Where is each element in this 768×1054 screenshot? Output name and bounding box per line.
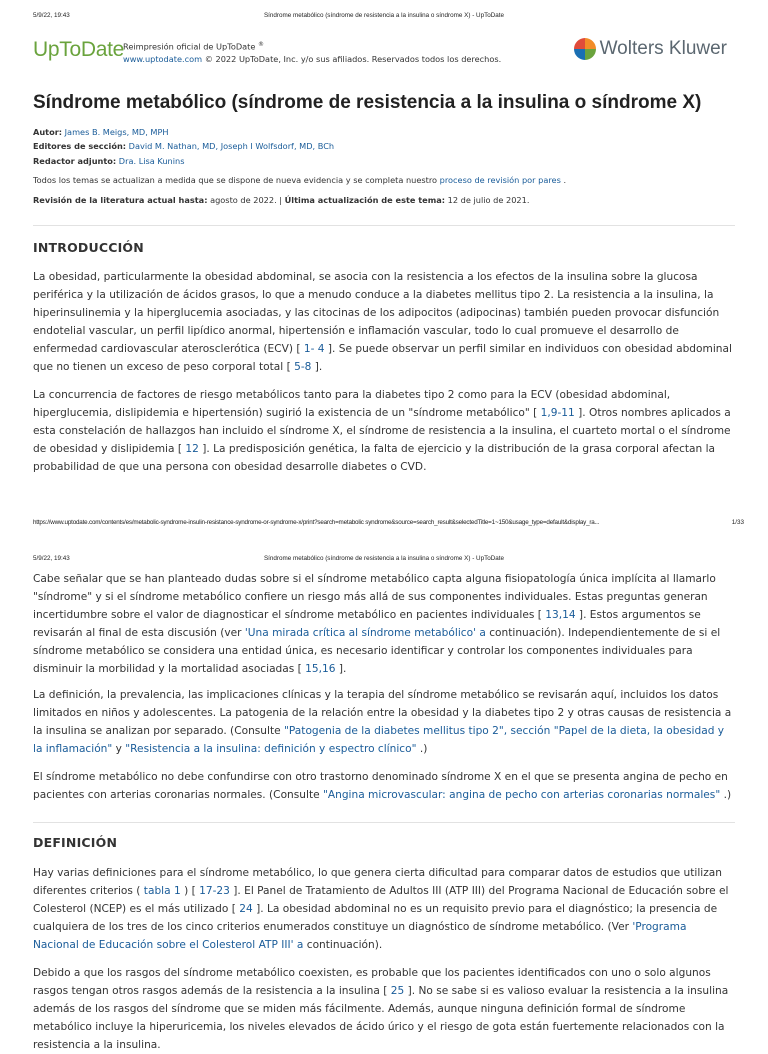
paragraph-text: .) xyxy=(416,743,428,755)
reference-link[interactable]: 1,9-11 xyxy=(540,407,575,419)
editors-label: Editores de sección: xyxy=(33,141,127,152)
print-footer xyxy=(0,519,768,531)
paragraph-text: El síndrome metabólico no debe confundirse con otro trastorno denominado síndrome X en el que se presenta angina de pecho en pacientes con arterias coronarias normales. (Consulte xyxy=(33,771,728,801)
deputy-link[interactable]: Dra. Lisa Kunins xyxy=(118,155,185,166)
print-date: 5/9/22, 19:43 xyxy=(33,12,70,19)
print-date: 5/9/22, 19:43 xyxy=(33,555,70,562)
uptodate-logo[interactable]: UpToDate xyxy=(33,38,124,61)
paragraph-text: La definición, la prevalencia, las implicaciones clínicas y la terapia del síndrome metabólico se revisarán aquí, incluidos los datos limitados en niños y adolescentes. La patogenia de la relación entre la obesidad y la diabetes tipo 2 y otras causas de resistencia a la insulina se analizan por separado. (Consulte xyxy=(33,689,732,737)
paragraph-text: .) xyxy=(720,789,732,801)
paragraph-text: Cabe señalar que se han planteado dudas sobre si el síndrome metabólico capta alguna fisiopatología única implícita al llamarlo "síndrome" y si el síndrome metabólico confiere un riesgo más allá de sus componentes individuales. Estas preguntas generan incertidumbre sobre el valor de diagnosticar el síndrome metabólico en pacientes individuales [ xyxy=(33,573,716,621)
critical-look-link[interactable]: 'Una mirada crítica al síndrome metabólico' a xyxy=(244,627,486,639)
intro-paragraph-1 xyxy=(33,268,735,376)
page-title: Síndrome metabólico (síndrome de resistencia a la insulina o síndrome X) xyxy=(33,92,702,113)
paragraph-text: continuación). xyxy=(303,939,383,951)
paragraph-text: ]. No se sabe si es valioso evaluar la resistencia a la insulina además de los rasgos del síndrome que se miden más fácilmente. Además, aunque ninguna definición formal de síndrome metabólico incluye la hiperuricemia, los niveles elevados de ácido úrico y el riesgo de gota están fuertemente relacionados con la resistencia a la insulina. xyxy=(33,985,729,1051)
section-heading-intro: INTRODUCCIÓN xyxy=(33,240,144,255)
update-note-text: Todos los temas se actualizan a medida que se dispone de nueva evidencia y se completa nuestro xyxy=(33,175,440,185)
globe-logo-icon xyxy=(574,38,596,60)
divider xyxy=(33,225,735,226)
intro-paragraph-2 xyxy=(33,386,735,476)
divider xyxy=(33,822,735,823)
microvascular-angina-link[interactable]: "Angina microvascular: angina de pecho con arterias coronarias normales" xyxy=(322,789,721,801)
paragraph-text: La concurrencia de factores de riesgo metabólicos tanto para la diabetes tipo 2 como para la ECV (obesidad abdominal, hiperglucemia, dislipidemia e hipertensión) sugirió la existencia de un "síndrome metabólico" [ xyxy=(33,389,671,419)
print-doc-title: Síndrome metabólico (síndrome de resistencia a la insulina o síndrome X) - UpToDate xyxy=(263,555,505,562)
intro-paragraph-3 xyxy=(33,570,735,678)
paragraph-text: Debido a que los rasgos del síndrome metabólico coexisten, es probable que los pacientes identificados con uno o solo algunos rasgos tengan otros rasgos además de la resistencia a la insulina [ xyxy=(33,967,711,997)
paragraph-text: ]. xyxy=(311,361,323,373)
uptodate-site-link[interactable]: www.uptodate.com xyxy=(123,53,203,64)
reference-link[interactable]: 1- 4 xyxy=(303,343,325,355)
author-link[interactable]: James B. Meigs, MD, MPH xyxy=(64,127,169,137)
paragraph-text: Hay varias definiciones para el síndrome metabólico, lo que genera cierta dificultad para comparar datos de estudios que utilizan diferentes criterios ( xyxy=(33,867,722,897)
editor-link-1[interactable]: David M. Nathan, MD, xyxy=(128,141,219,152)
definition-paragraph-1 xyxy=(33,864,735,954)
ncep-atp-link[interactable]: 'Programa Nacional de Educación sobre el Colesterol ATP III' a xyxy=(33,921,687,951)
brand-bar xyxy=(33,36,727,68)
review-separator: | xyxy=(276,195,285,205)
reference-link[interactable]: 13,14 xyxy=(545,609,576,621)
copyright-text: © 2022 UpToDate, Inc. y/o sus afiliados. Reservados todos los derechos. xyxy=(202,53,502,64)
review-dates xyxy=(33,195,529,205)
update-note-end: . xyxy=(560,175,567,185)
paragraph-text: ]. La obesidad abdominal no es un requisito previo para el diagnóstico; la presencia de cualquiera de los tres de los cinco criterios enumerados constituye un diagnóstico de síndrome metabólico. (Ver xyxy=(33,903,718,933)
reference-link[interactable]: 24 xyxy=(239,903,253,915)
insulin-resistance-link[interactable]: "Resistencia a la insulina: definición y espectro clínico" xyxy=(125,743,417,755)
table-1-link[interactable]: tabla 1 xyxy=(143,885,181,897)
last-update-label: Última actualización de este tema: xyxy=(284,195,446,205)
registered-mark: ® xyxy=(258,41,265,48)
reference-link[interactable]: 15,16 xyxy=(305,663,336,675)
paragraph-text: ) [ xyxy=(180,885,200,897)
paragraph-text: ]. El Panel de Tratamiento de Adultos III (ATP III) del Programa Nacional de Educación sobre el Colesterol (NCEP) es el más utilizado [ xyxy=(33,885,729,915)
page-number: 1/33 xyxy=(731,519,744,526)
print-url: https://www.uptodate.com/contents/es/metabolic-syndrome-insulin-resistance-syndrome-or-syndrome-x/print?search=metabolic syndrome&source=search_result&selectedTitle=1~150&usage_type=default&display_ra... xyxy=(33,519,600,526)
peer-review-link[interactable]: proceso de revisión por pares xyxy=(439,175,561,185)
paragraph-text: continuación). Independientemente de si el síndrome metabólico se considera una entidad única, es necesario identificar y controlar los componentes individuales para disminuir la morbilidad y la mortalidad asociadas [ xyxy=(33,627,721,675)
paragraph-text: ]. La predisposición genética, la falta de ejercicio y la distribución de la grasa corporal afectan la probabilidad de que una persona con obesidad desarrolle diabetes o CVD. xyxy=(33,443,716,473)
reprint-notice xyxy=(123,39,501,65)
publisher-name: Wolters Kluwer xyxy=(599,38,727,59)
definition-paragraph-2 xyxy=(33,964,735,1054)
author-meta xyxy=(33,125,334,168)
reference-link[interactable]: 17-23 xyxy=(199,885,230,897)
editor-link-2[interactable]: Joseph I Wolfsdorf, MD, BCh xyxy=(220,141,335,152)
paragraph-text: La obesidad, particularmente la obesidad abdominal, se asocia con la resistencia a los efectos de la insulina sobre la glucosa periférica y la utilización de ácidos grasos, lo que a menudo conduce a la diabetes mellitus tipo 2. La resistencia a la insulina, la hiperinsulinemia y la hiperglucemia asociadas, y las citocinas de los adipocitos (adipocinas) también pueden provocar disfunción endotelial vascular, un perfil lipídico anormal, hipertensión e inflamación vascular, todo lo cual promueve el desarrollo de enfermedad cardiovascular aterosclerótica (ECV) [ xyxy=(33,271,720,355)
reference-link[interactable]: 25 xyxy=(390,985,405,997)
reference-link[interactable]: 5-8 xyxy=(294,361,312,373)
paragraph-text: ]. Otros nombres aplicados a esta constelación de hallazgos han incluido el síndrome X, el síndrome de resistencia a la insulina, el cuarteto mortal o el síndrome de obesidad y dislipidemia [ xyxy=(33,407,731,455)
paragraph-text: ]. Estos argumentos se revisarán al final de esta discusión (ver xyxy=(33,609,701,639)
reference-link[interactable]: 12 xyxy=(185,443,199,455)
last-update-value: 12 de julio de 2021. xyxy=(445,195,530,205)
lit-review-label: Revisión de la literatura actual hasta: xyxy=(33,195,208,205)
pathogenesis-link[interactable]: "Patogenia de la diabetes mellitus tipo 2", sección "Papel de la dieta, la obesidad y la inflamación" xyxy=(33,725,725,755)
reprint-label: Reimpresión oficial de UpToDate xyxy=(123,41,256,52)
lit-review-value: agosto de 2022. xyxy=(207,195,277,205)
paragraph-text: y xyxy=(112,743,126,755)
deputy-label: Redactor adjunto: xyxy=(33,155,117,166)
intro-paragraph-5 xyxy=(33,768,735,804)
intro-paragraph-4 xyxy=(33,686,735,758)
print-header xyxy=(0,555,768,567)
paragraph-text: ]. xyxy=(335,663,347,675)
deputy-row xyxy=(33,154,334,168)
author-row xyxy=(33,125,334,139)
section-heading-definition: DEFINICIÓN xyxy=(33,835,118,850)
author-label: Autor: xyxy=(33,127,63,137)
paragraph-text: ]. Se puede observar un perfil similar en individuos con obesidad abdominal que no tienen un exceso de peso corporal total [ xyxy=(33,343,732,373)
print-doc-title: Síndrome metabólico (síndrome de resistencia a la insulina o síndrome X) - UpToDate xyxy=(263,12,505,19)
print-header xyxy=(0,12,768,24)
update-note xyxy=(33,175,566,185)
editors-row xyxy=(33,139,334,153)
wolters-kluwer-logo[interactable] xyxy=(574,38,727,60)
